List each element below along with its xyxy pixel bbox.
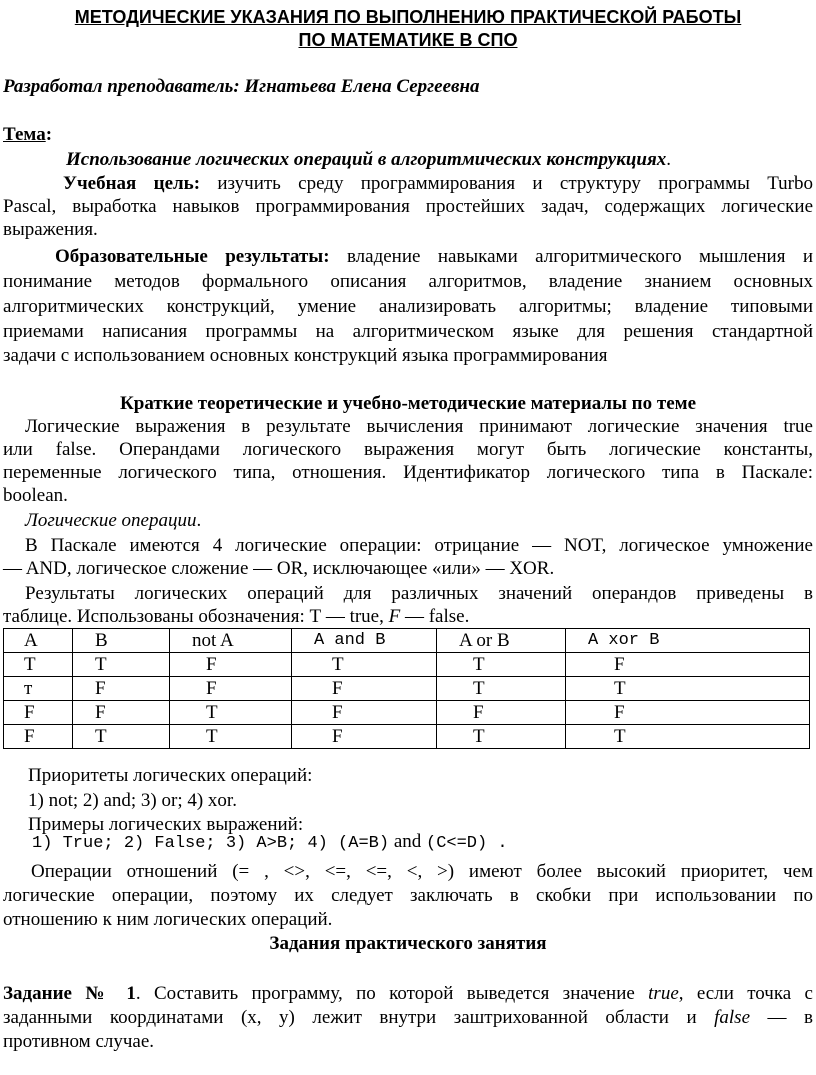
theory-p1-line-2: или false. Операндами логического выражения могут быть логические константы, bbox=[3, 439, 813, 460]
table-row bbox=[4, 725, 810, 749]
relations-line-2: логические операции, поэтому их следует заключать в скобки при использовании по bbox=[3, 885, 813, 906]
priorities-list: 1) not; 2) and; 3) or; 4) xor. bbox=[28, 790, 237, 811]
relations-line-3: отношению к ним логических операций. bbox=[3, 909, 333, 930]
table-cell: F bbox=[437, 701, 566, 725]
theory-heading: Краткие теоретические и учебно-методические материалы по теме bbox=[119, 393, 697, 414]
title-line-2: ПО МАТЕМАТИКЕ В СПО bbox=[298, 30, 518, 50]
results-line-3: алгоритмических конструкций, умение анализировать алгоритмы; владение типовыми bbox=[3, 296, 813, 317]
ops-heading-dot: . bbox=[196, 510, 202, 531]
task1-line-1 bbox=[3, 982, 813, 1005]
table-cell: F bbox=[4, 725, 73, 749]
examples-code-c: (C<=D) . bbox=[426, 834, 508, 853]
table-cell: F bbox=[566, 653, 810, 677]
goal-label: Учебная цель: bbox=[63, 173, 201, 194]
table-header-cell: A and B bbox=[292, 629, 437, 653]
title-line-1: МЕТОДИЧЕСКИЕ УКАЗАНИЯ ПО ВЫПОЛНЕНИЮ ПРАКТИЧЕСКОЙ РАБОТЫ bbox=[74, 7, 742, 27]
table-header-cell: B bbox=[73, 629, 170, 653]
table-row bbox=[4, 677, 810, 701]
tema-label-text: Тема bbox=[3, 124, 46, 145]
table-cell: T bbox=[437, 677, 566, 701]
theory-p3-text-c: — false. bbox=[400, 606, 470, 627]
table-cell: T bbox=[170, 701, 292, 725]
task1-text-2b: — в bbox=[750, 1007, 813, 1028]
author-line: Разработал преподаватель: Игнатьева Елена Сергеевна bbox=[3, 76, 480, 97]
tema-topic: Использование логических операций в алгоритмических конструкциях bbox=[66, 149, 667, 170]
table-cell: T bbox=[170, 725, 292, 749]
table-cell: F bbox=[170, 653, 292, 677]
theory-p2-line-2: — AND, логическое сложение — OR, исключающее «или» — XOR. bbox=[3, 558, 555, 579]
results-line-5: задачи с использованием основных конструкций языка программирования bbox=[3, 345, 608, 366]
task1-text-1b: , если точка с bbox=[678, 983, 813, 1004]
goal-text-1: изучить среду программирования и структуру программы Turbo bbox=[200, 173, 814, 194]
theory-p3-line-1: Результаты логических операций для различных значений операндов приведены в bbox=[25, 583, 813, 604]
results-line-4: приемами написания программы на алгоритмическом языке для решения стандартной bbox=[3, 321, 813, 342]
theory-p3-line-2 bbox=[3, 605, 813, 628]
truth-table bbox=[3, 628, 810, 749]
table-row bbox=[4, 701, 810, 725]
table-cell: F bbox=[292, 725, 437, 749]
theory-p3-text-a: таблице. Использованы обозначения: Т — true, bbox=[3, 606, 389, 627]
task1-false: false bbox=[714, 1007, 751, 1028]
ops-heading-text: Логические операции bbox=[25, 510, 197, 531]
table-cell: F bbox=[73, 701, 170, 725]
table-cell: T bbox=[437, 725, 566, 749]
task1-line-2 bbox=[3, 1006, 813, 1029]
theory-p1-line-4: boolean. bbox=[3, 485, 68, 506]
tema-colon: : bbox=[45, 124, 53, 145]
tema-label bbox=[3, 123, 52, 146]
table-header-cell: not A bbox=[170, 629, 292, 653]
examples-list bbox=[32, 830, 508, 855]
table-header-cell: A bbox=[4, 629, 73, 653]
goal-line-2: Pascal, выработка навыков программирования простейших задач, содержащих логические bbox=[3, 196, 813, 217]
table-cell: F bbox=[566, 701, 810, 725]
tema-dot: . bbox=[666, 149, 671, 170]
results-label: Образовательные результаты: bbox=[55, 246, 330, 267]
task1-text-2a: заданными координатами (х, у) лежит внутри заштрихованной области и bbox=[3, 1007, 715, 1028]
relations-line-1: Операции отношений (= , <>, <=, <=, <, >) имеют более высокий приоритет, чем bbox=[31, 861, 813, 882]
results-text-1: владение навыками алгоритмического мышления и bbox=[329, 246, 813, 267]
results-line-1 bbox=[3, 245, 813, 268]
table-cell: F bbox=[292, 701, 437, 725]
goal-line-3: выражения. bbox=[3, 219, 98, 240]
table-cell: F bbox=[4, 701, 73, 725]
task1-true: true bbox=[648, 983, 679, 1004]
ops-heading bbox=[3, 509, 816, 532]
document-title bbox=[0, 6, 816, 52]
examples-heading: Примеры логических выражений: bbox=[28, 814, 304, 835]
table-cell: F bbox=[292, 677, 437, 701]
table-cell: F bbox=[170, 677, 292, 701]
table-cell: T bbox=[566, 677, 810, 701]
table-cell: T bbox=[566, 725, 810, 749]
table-cell: T bbox=[292, 653, 437, 677]
task1-label: Задание № 1 bbox=[3, 983, 136, 1004]
table-row bbox=[4, 653, 810, 677]
table-cell: T bbox=[4, 653, 73, 677]
table-cell: T bbox=[437, 653, 566, 677]
tema-text bbox=[66, 148, 671, 171]
tasks-heading: Задания практического занятия bbox=[269, 933, 547, 954]
table-header-cell: A xor B bbox=[566, 629, 810, 653]
examples-code-a: 1) True; 2) False; 3) A>B; 4) (A=B) bbox=[32, 834, 390, 853]
table-cell: т bbox=[4, 677, 73, 701]
results-line-2: понимание методов формального описания алгоритмов, владение знанием основных bbox=[3, 271, 813, 292]
theory-p3-F: F bbox=[388, 606, 401, 627]
theory-p1-line-3: переменные логического типа, отношения. Идентификатор логического типа в Паскале: bbox=[3, 462, 813, 483]
goal-line-1 bbox=[3, 172, 813, 195]
table-cell: F bbox=[73, 677, 170, 701]
theory-p1-line-1: Логические выражения в результате вычисления принимают логические значения true bbox=[25, 416, 813, 437]
table-cell: T bbox=[73, 653, 170, 677]
table-header-row bbox=[4, 629, 810, 653]
table-header-cell: A or B bbox=[437, 629, 566, 653]
table-cell: T bbox=[73, 725, 170, 749]
priorities-heading: Приоритеты логических операций: bbox=[28, 765, 313, 786]
theory-p2-line-1: В Паскале имеются 4 логические операции: отрицание — NOT, логическое умножение bbox=[25, 535, 813, 556]
task1-line-3: противном случае. bbox=[3, 1031, 155, 1052]
task1-dot: . bbox=[135, 983, 141, 1004]
task1-text-1a: Составить программу, по которой выведется значение bbox=[140, 983, 649, 1004]
examples-and: and bbox=[389, 831, 426, 852]
